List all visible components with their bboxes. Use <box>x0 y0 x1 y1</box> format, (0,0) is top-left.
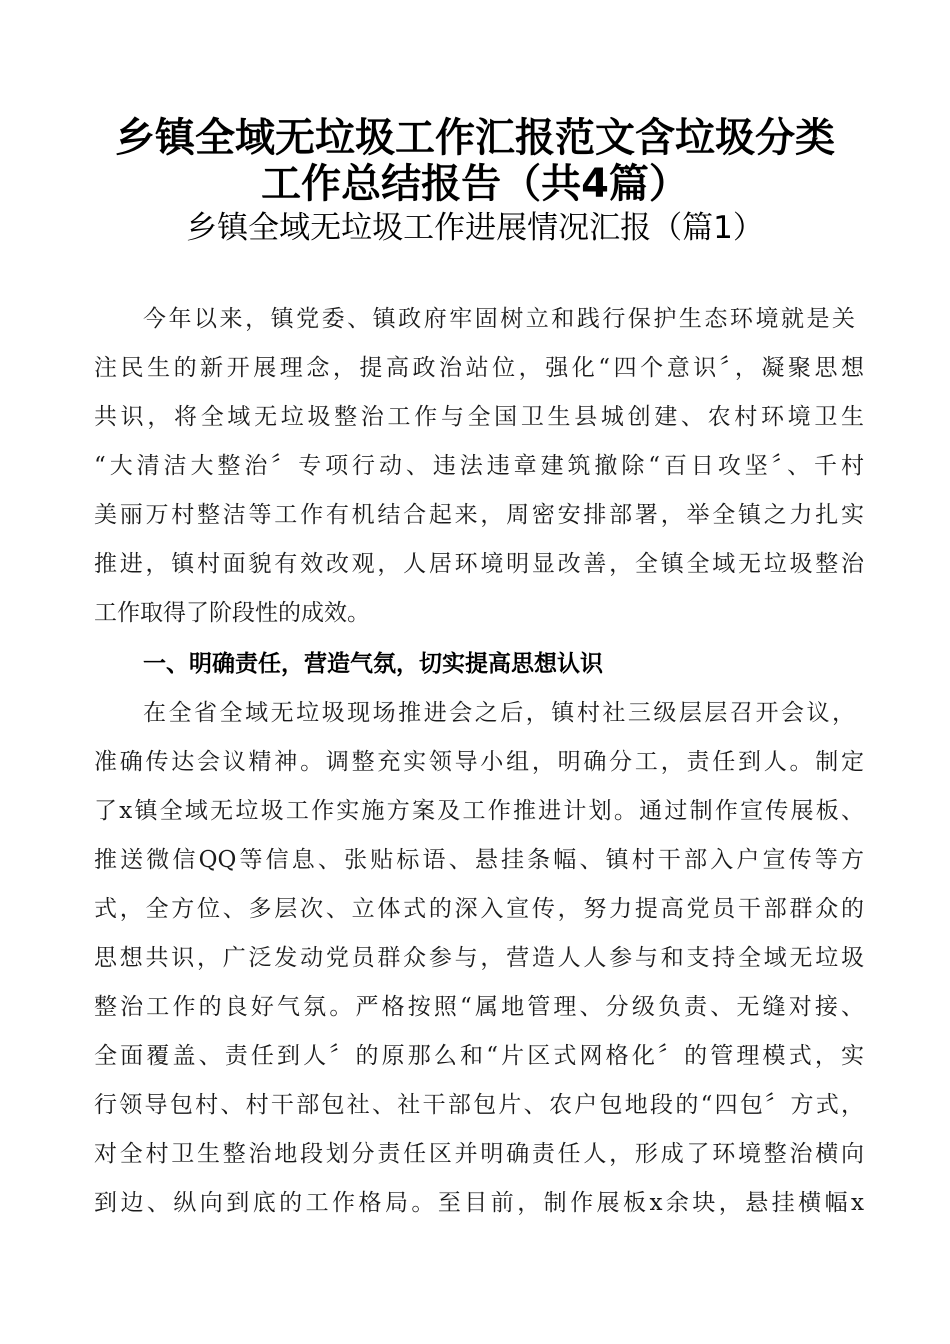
paragraph-1-line-5: 美丽万村整洁等工作有机结合起来，周密安排部署，举全镇之力扎实 <box>94 502 864 528</box>
paragraph-2-line-1: 在全省全域无垃圾现场推进会之后，镇村社三级层层召开会议， <box>143 700 855 726</box>
paragraph-1-line-7: 工作取得了阶段性的成效。 <box>94 600 370 626</box>
paragraph-1-line-2: 注民生的新开展理念，提高政治站位，强化“四个意识〞，凝聚思想 <box>94 355 864 381</box>
paragraph-2-line-10: 对全村卫生整治地段划分责任区并明确责任人，形成了环境整治横向 <box>94 1141 864 1167</box>
paragraph-2-line-7: 整治工作的良好气氛。严格按照“属地管理、分级负责、无缝对接、 <box>94 994 864 1020</box>
paragraph-2-line-8: 全面覆盖、责任到人〞的原那么和“片区式网格化〞的管理模式，实 <box>94 1043 864 1069</box>
paragraph-2-line-11: 到边、纵向到底的工作格局。至目前，制作展板x余块，悬挂横幅x <box>94 1190 864 1216</box>
paragraph-2-line-9: 行领导包村、村干部包社、社干部包片、农户包地段的“四包〞方式， <box>94 1092 864 1118</box>
paragraph-2-line-5: 式，全方位、多层次、立体式的深入宣传，努力提高党员干部群众的 <box>94 896 864 922</box>
paragraph-2-line-3: 了x镇全域无垃圾工作实施方案及工作推进计划。通过制作宣传展板、 <box>94 798 864 824</box>
paragraph-2-line-2: 准确传达会议精神。调整充实领导小组，明确分工，责任到人。制定 <box>94 749 864 775</box>
paragraph-1-line-1: 今年以来，镇党委、镇政府牢固树立和践行保护生态环境就是关 <box>143 306 855 332</box>
paragraph-1-line-6: 推进，镇村面貌有效改观，人居环境明显改善，全镇全域无垃圾整治 <box>94 551 864 577</box>
paragraph-1-line-3: 共识，将全域无垃圾整治工作与全国卫生县城创建、农村环境卫生 <box>94 404 864 430</box>
section-1-heading: 一、明确责任，营造气氛，切实提高思想认识 <box>143 651 603 677</box>
paragraph-1-line-4: “大清洁大整治〞专项行动、违法违章建筑撤除“百日攻坚〞、千村 <box>94 453 864 479</box>
document-title-line-1: 乡镇全域无垃圾工作汇报范文含垃圾分类 <box>115 115 835 161</box>
document-title-line-2: 工作总结报告（共4篇） <box>261 161 689 207</box>
article-subtitle: 乡镇全域无垃圾工作进展情况汇报（篇1） <box>186 210 764 246</box>
paragraph-2-line-6: 思想共识，广泛发动党员群众参与，营造人人参与和支持全域无垃圾 <box>94 945 864 971</box>
paragraph-2-line-4: 推送微信QQ等信息、张贴标语、悬挂条幅、镇村干部入户宣传等方 <box>94 847 864 873</box>
